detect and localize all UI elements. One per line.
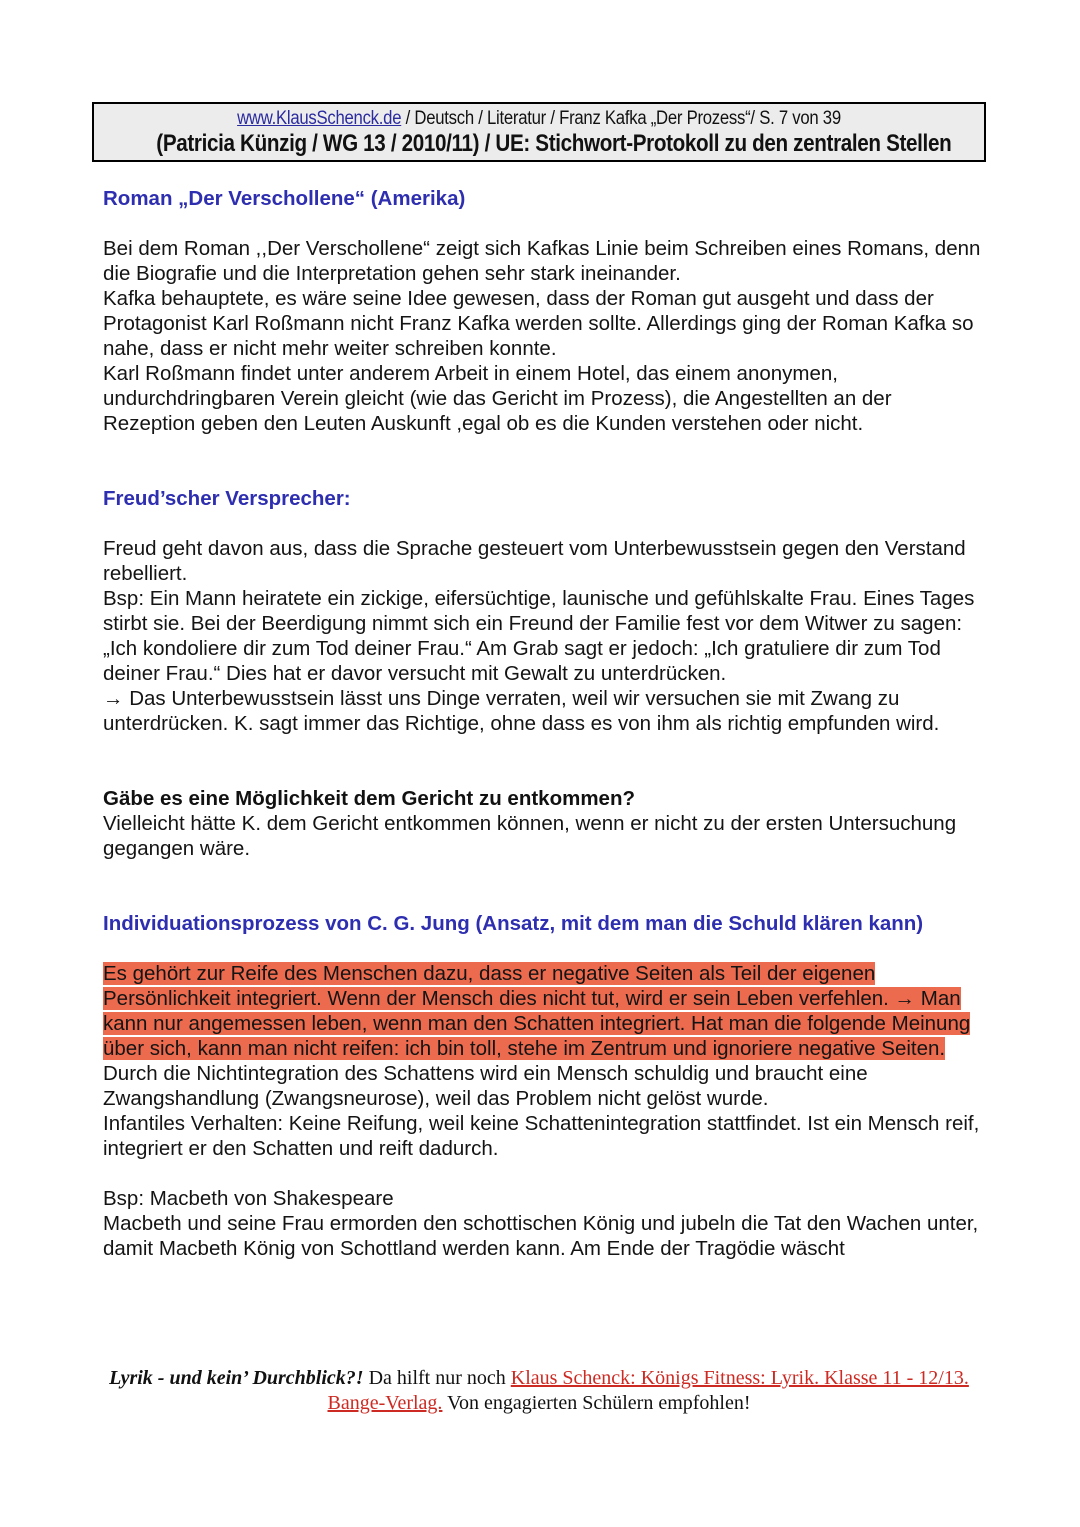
footer-book-link[interactable]: Klaus Schenck: Königs Fitness: Lyrik. Klasse 11 - 12/13. Bange-Verlag. (327, 1367, 969, 1414)
footer-text: Da hilft nur noch (363, 1367, 511, 1389)
breadcrumb-text: / Deutsch / Literatur / Franz Kafka „Der Prozess“/ S. 7 von 39 (401, 108, 841, 129)
header-subtitle: (Patricia Künzig / WG 13 / 2010/11) / UE: Stichwort-Protokoll zu den zentralen Stellen (156, 130, 952, 157)
highlighted-paragraph (103, 961, 983, 1061)
highlight-text: Es gehört zur Reife des Menschen dazu, dass er negative Seiten als Teil der eigenen Persönlichkeit integriert. Wenn der Mensch dies nicht tut, wird er sein Leben verfehlen. → Man kann nur angemessen leben, wenn man den Schatten integriert. Hat man die folgende Meinung über sich, kann man nicht reifen: ich bin toll, stehe im Zentrum und ignoriere negative Seiten. (103, 962, 971, 1060)
paragraph: Bsp: Macbeth von Shakespeare (103, 1187, 394, 1210)
document-body (103, 186, 983, 1261)
paragraph: → Das Unterbewusstsein lässt uns Dinge verraten, weil wir versuchen sie mit Zwang zu unterdrücken. K. sagt immer das Richtige, ohne dass es von ihm als richtig empfunden wird. (103, 687, 940, 735)
paragraph: Durch die Nichtintegration des Schattens wird ein Mensch schuldig und braucht eine Zwangshandlung (Zwangsneurose), weil das Problem nicht gelöst wurde. (103, 1062, 868, 1110)
paragraph: Macbeth und seine Frau ermorden den schottischen König und jubeln die Tat den Wachen unter, damit Macbeth König von Schottland werden kann. Am Ende der Tragödie wäscht (103, 1212, 979, 1260)
paragraph: Karl Roßmann findet unter anderem Arbeit in einem Hotel, das einem anonymen, undurchdringbaren Verein gleicht (wie das Gericht im Prozess), die Angestellten an der Rezeption geben den Leuten Auskunft ,egal ob es die Kunden verstehen oder nicht. (103, 362, 892, 435)
section-heading-gericht: Gäbe es eine Möglichkeit dem Gericht zu entkommen? (103, 787, 635, 810)
paragraph: Bei dem Roman ,,Der Verschollene“ zeigt sich Kafkas Linie beim Schreiben eines Romans, denn die Biografie und die Interpretation gehen sehr stark ineinander. (103, 237, 981, 285)
paragraph: Bsp: Ein Mann heiratete ein zickige, eifersüchtige, launische und gefühlskalte Frau. Eines Tages stirbt sie. Bei der Beerdigung nimmt sich ein Freund der Familie fest vor dem Witwer zu sagen: „Ich kondoliere dir zum Tod deiner Frau.“ Am Grab sagt er jedoch: „Ich gratuliere dir zum Tod deiner Frau.“ Dies hat er davor versucht mit Gewalt zu unterdrücken. (103, 587, 975, 685)
site-link[interactable]: www.KlausSchenck.de (237, 108, 402, 129)
header-breadcrumb (147, 108, 930, 130)
section-heading-jung: Individuationsprozess von C. G. Jung (Ansatz, mit dem man die Schuld klären kann) (103, 912, 924, 935)
page-footer (92, 1366, 986, 1416)
footer-slogan: Lyrik - und kein’ Durchblick?! (109, 1367, 364, 1389)
paragraph: Vielleicht hätte K. dem Gericht entkommen können, wenn er nicht zu der ersten Untersuchung gegangen wäre. (103, 812, 957, 860)
section-heading-verschollene: Roman „Der Verschollene“ (Amerika) (103, 187, 466, 210)
paragraph: Kafka behauptete, es wäre seine Idee gewesen, dass der Roman gut ausgeht und dass der Protagonist Karl Roßmann nicht Franz Kafka werden sollte. Allerdings ging der Roman Kafka so nahe, dass er nicht mehr weiter schreiben konnte. (103, 287, 974, 360)
page-header (92, 102, 986, 162)
section-heading-freud: Freud’scher Versprecher: (103, 487, 351, 510)
paragraph: Infantiles Verhalten: Keine Reifung, weil keine Schattenintegration stattfindet. Ist ein Mensch reif, integriert er den Schatten und reift dadurch. (103, 1112, 980, 1160)
footer-recommendation: Von engagierten Schülern empfohlen! (442, 1392, 751, 1414)
paragraph: Freud geht davon aus, dass die Sprache gesteuert vom Unterbewusstsein gegen den Verstand rebelliert. (103, 537, 966, 585)
